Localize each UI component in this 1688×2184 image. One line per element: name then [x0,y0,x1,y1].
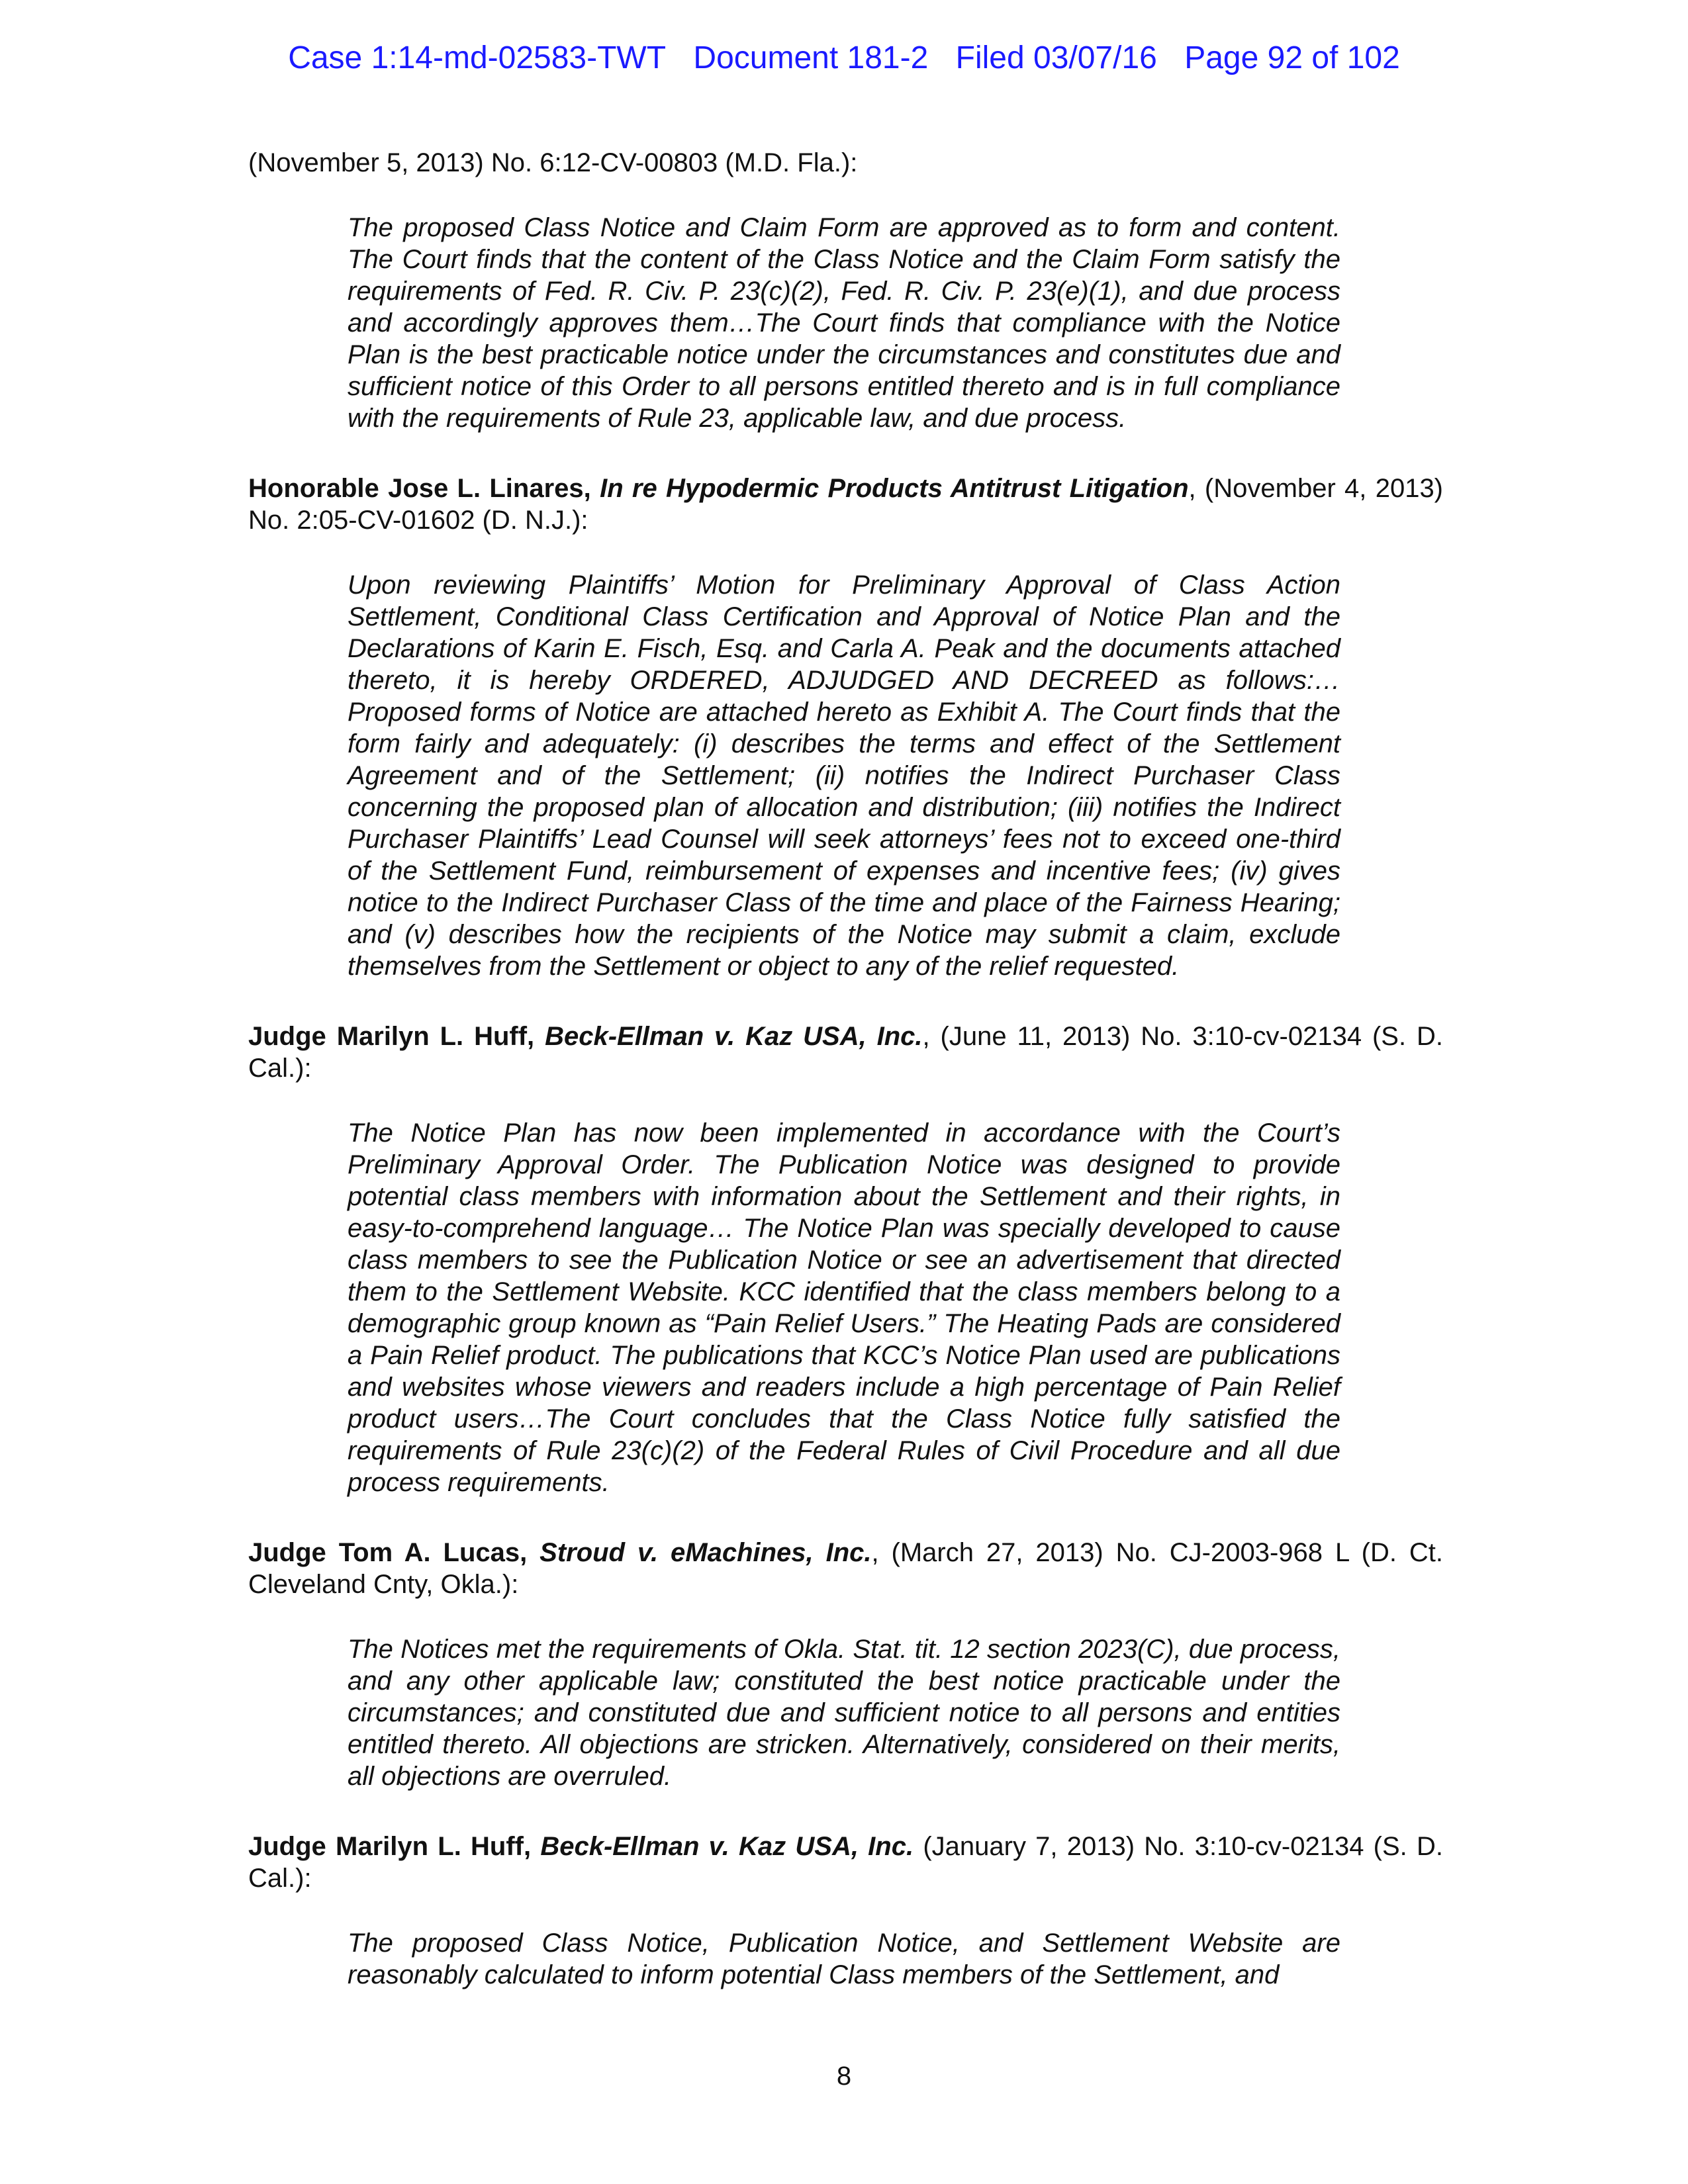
case-name: In re Hypodermic Products Antitrust Litigation [600,474,1189,503]
judge-name: Judge Marilyn L. Huff, [248,1022,535,1051]
case-name: Beck-Ellman v. Kaz USA, Inc. [545,1022,923,1051]
case-number: Case 1:14-md-02583-TWT [288,40,667,75]
quote-2: Upon reviewing Plaintiffs’ Motion for Preliminary Approval of Class Action Settlement, Conditional Class Certification and Approval of Notice Plan and the Declarations of Karin E. Fisch, Esq. and Carla A. Peak and the documents attached thereto, it is hereby ORDERED, ADJUDGED AND DECREED as follows:…Proposed forms of Notice are attached hereto as Exhibit A. The Court finds that the form fairly and adequately: (i) describes the terms and effect of the Settlement Agreement and of the Settlement; (ii) notifies the Indirect Purchaser Class concerning the proposed plan of allocation and distribution; (iii) notifies the Indirect Purchaser Plaintiffs’ Lead Counsel will seek attorneys’ fees not to exceed one-third of the Settlement Fund, reimbursement of expenses and incentive fees; (iv) gives notice to the Indirect Purchaser Class of the time and place of the Fairness Hearing; and (v) describes how the recipients of the Notice may submit a claim, exclude themselves from the Settlement or object to any of the relief requested. [348,570,1340,981]
page-indicator: Page 92 of 102 [1184,40,1400,75]
quote-5: The proposed Class Notice, Publication Notice, and Settlement Website are reasonably calculated to inform potential Class members of the Settlement, and [348,1929,1340,1989]
citation-3 [248,1021,1443,1084]
citation-details: , (June 11, 2013) No. 3:10-cv-02134 (S. D. Cal.): [248,1022,1443,1083]
citation-4 [248,1537,1443,1600]
judge-name: Judge Marilyn L. Huff, [248,1832,532,1861]
quote-3: The Notice Plan has now been implemented in accordance with the Court’s Preliminary Approval Order. The Publication Notice was designed to provide potential class members with information about the Settlement and their rights, in easy-to-comprehend language… The Notice Plan was specially developed to cause class members to see the Publication Notice or see an advertisement that directed them to the Settlement Website. KCC identified that the class members belong to a demographic group known as “Pain Relief Users.” The Heating Pads are considered a Pain Relief product. The publications that KCC’s Notice Plan used are publications and websites whose viewers and readers include a high percentage of Pain Relief product users…The Court concludes that the Class Notice fully satisfied the requirements of Rule 23(c)(2) of the Federal Rules of Civil Procedure and all due process requirements. [348,1118,1340,1497]
citation-5 [248,1831,1443,1894]
case-header [0,40,1688,77]
citation-details: , (March 27, 2013) No. CJ-2003-968 L (D. Ct. Cleveland Cnty, Okla.): [248,1538,1443,1599]
judge-name: Judge Tom A. Lucas, [248,1538,528,1567]
citation-2 [248,473,1443,536]
filed-date: Filed 03/07/16 [955,40,1157,75]
page-number: 8 [836,2062,852,2091]
document-body [248,147,1443,1991]
quote-1: The proposed Class Notice and Claim Form are approved as to form and content. The Court finds that the content of the Class Notice and the Claim Form satisfy the requirements of Fed. R. Civ. P. 23(c)(2), Fed. R. Civ. P. 23(e)(1), and due process and accordingly approves them…The Court finds that compliance with the Notice Plan is the best practicable notice under the circumstances and constitutes due and sufficient notice of this Order to all persons entitled thereto and is in full compliance with the requirements of Rule 23, applicable law, and due process. [348,213,1340,433]
document-number: Document 181-2 [693,40,929,75]
quote-4: The Notices met the requirements of Okla. Stat. tit. 12 section 2023(C), due process, and any other applicable law; constituted the best notice practicable under the circumstances; and constituted due and sufficient notice to all persons and entities entitled thereto. All objections are stricken. Alternatively, considered on their merits, all objections are overruled. [348,1635,1340,1791]
citation-details: , (November 4, 2013) No. 2:05-CV-01602 (D. N.J.): [248,474,1444,535]
case-name: Stroud v. eMachines, Inc. [539,1538,872,1567]
case-name: Beck-Ellman v. Kaz USA, Inc. [540,1832,914,1861]
judge-name: Honorable Jose L. Linares, [248,474,591,503]
intro-line: (November 5, 2013) No. 6:12-CV-00803 (M.D. Fla.): [248,148,858,177]
citation-details: (January 7, 2013) No. 3:10-cv-02134 (S. D. Cal.): [248,1832,1444,1893]
